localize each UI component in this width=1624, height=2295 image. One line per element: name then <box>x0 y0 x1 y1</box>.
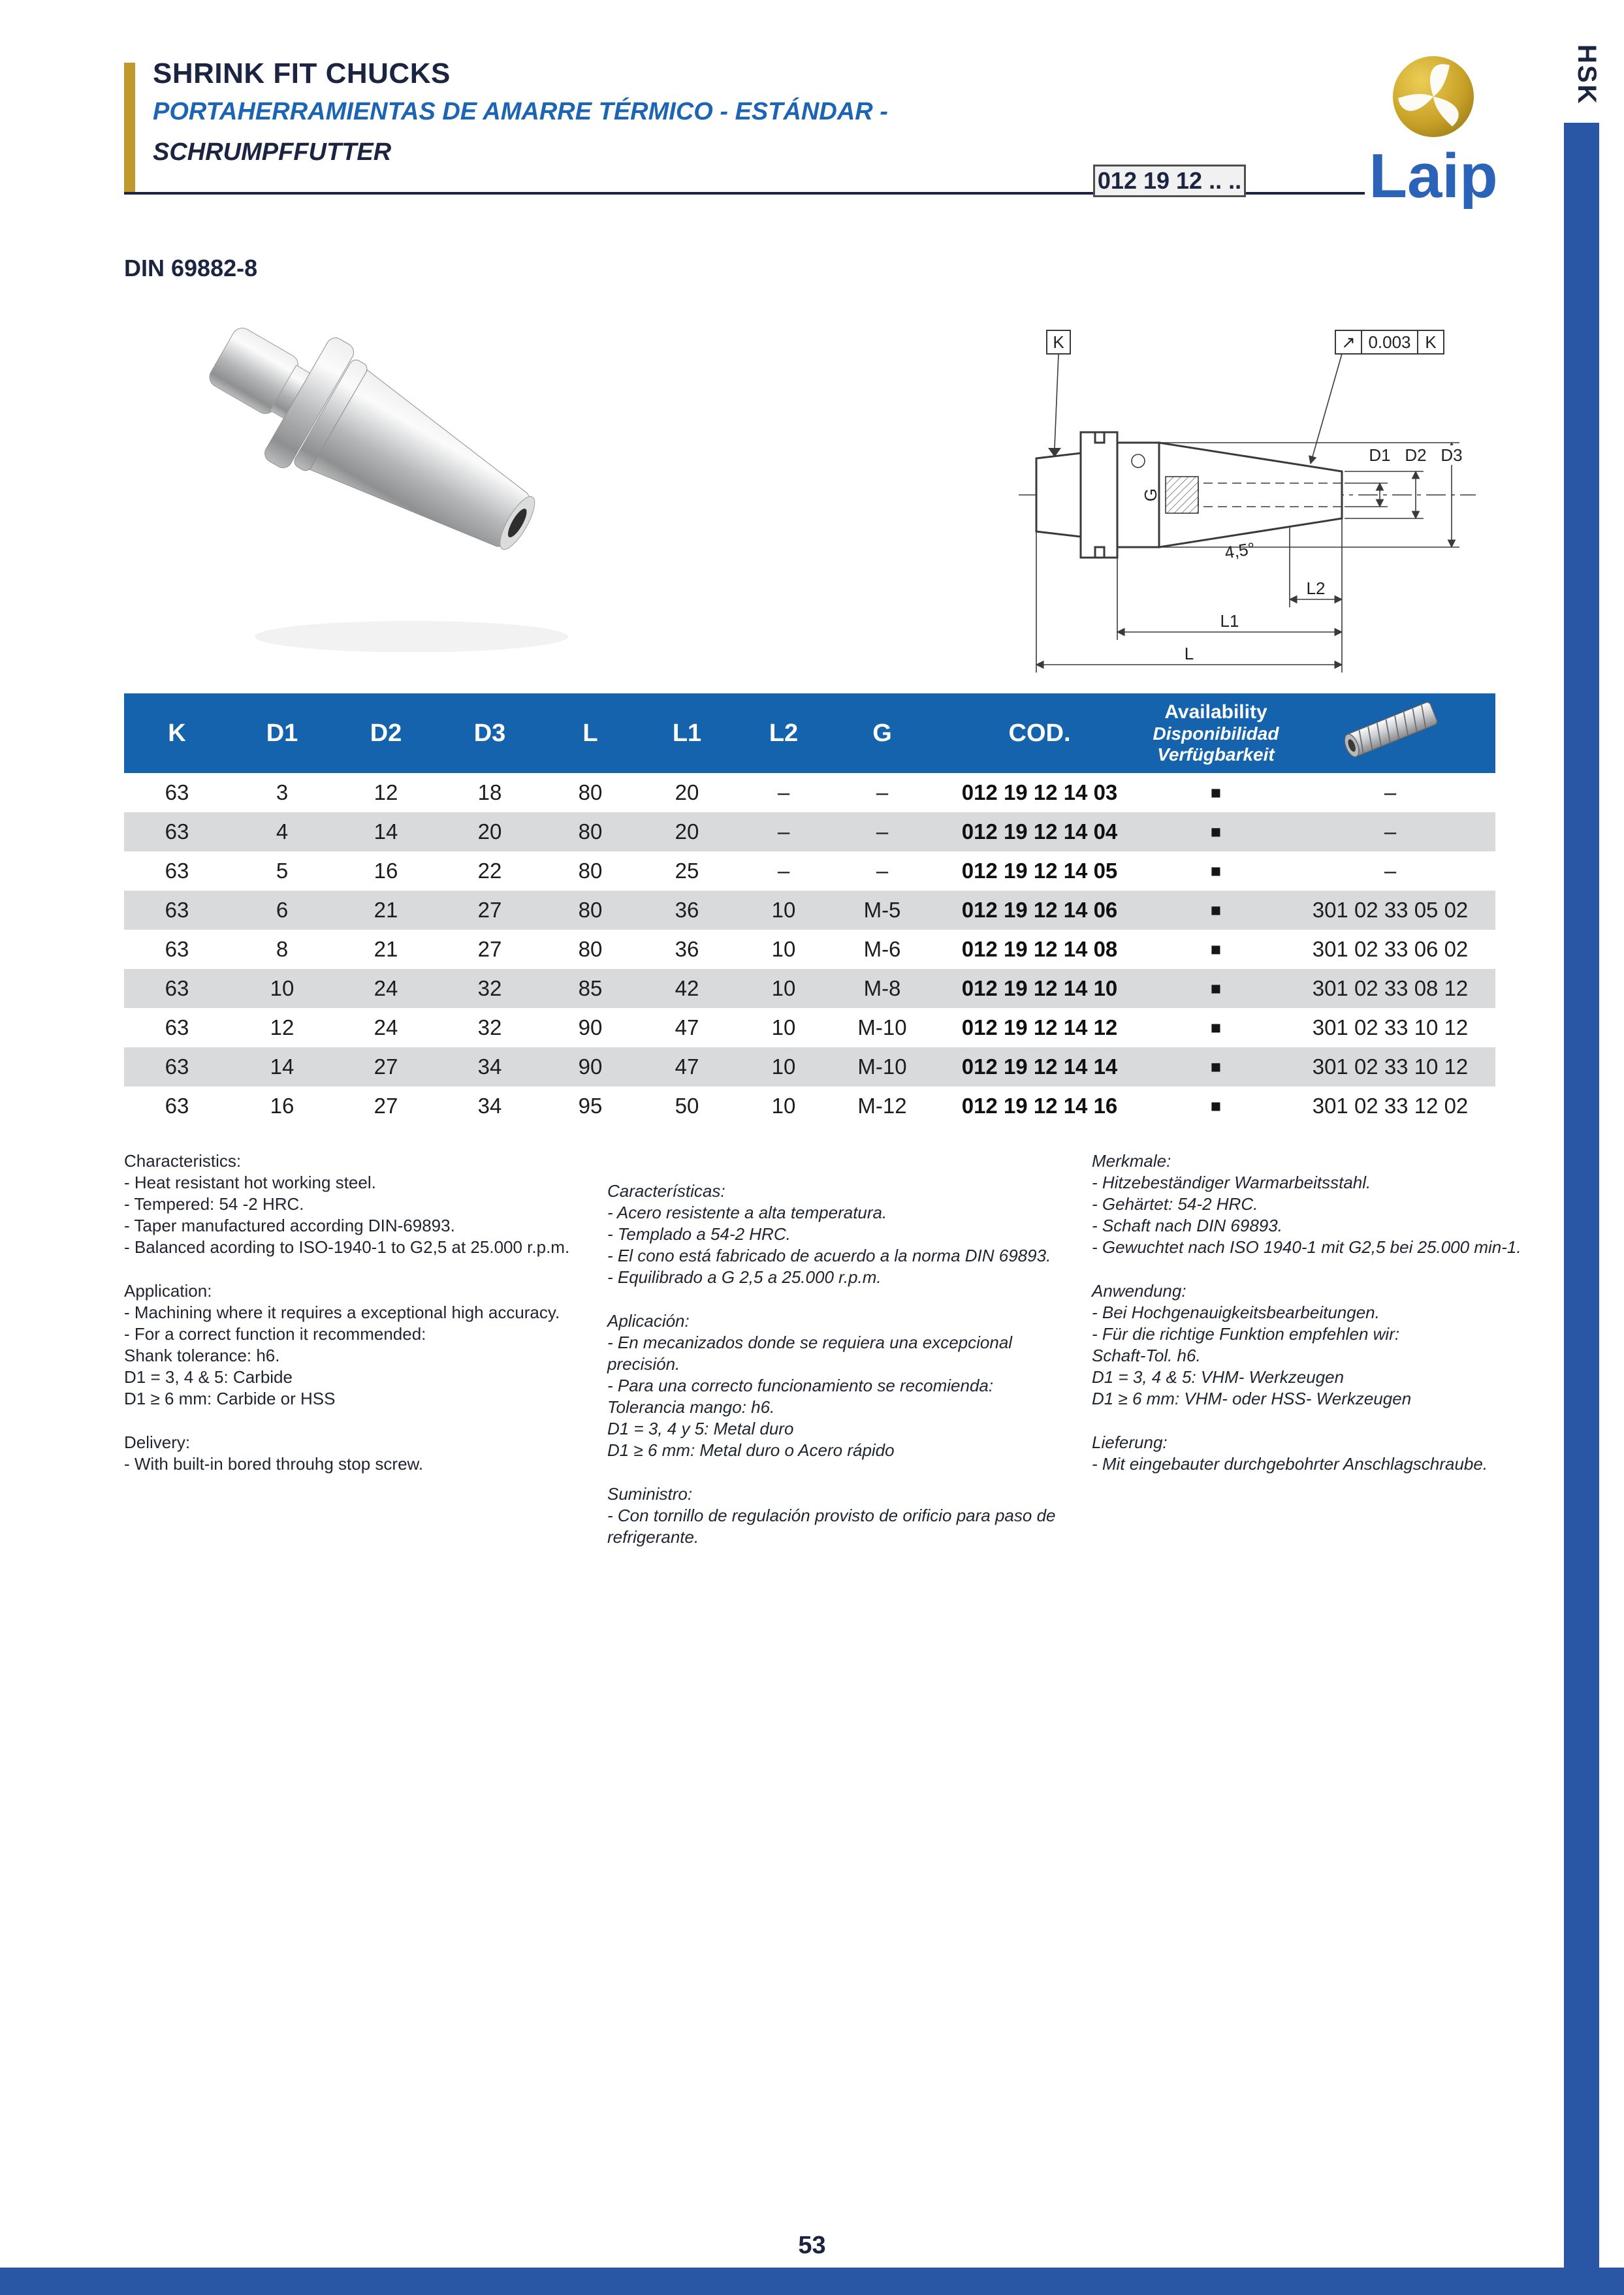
note-line: - Para una correcto funcionamiento se recomienda: <box>607 1376 994 1395</box>
table-cell: 47 <box>675 1054 699 1079</box>
note-line: - For a correct function it recommended: <box>124 1324 426 1344</box>
note-line: Tolerancia mango: h6. <box>607 1397 775 1417</box>
stop-screw-section <box>1166 477 1198 513</box>
table-cell: 27 <box>477 937 502 961</box>
note-title: Lieferung: <box>1092 1432 1168 1452</box>
order-code-box: 012 19 12 .. .. <box>1093 165 1246 197</box>
page-number: 53 <box>798 2232 826 2259</box>
table-body <box>124 773 1495 1126</box>
table-cell: 27 <box>374 1094 398 1118</box>
availability-cell: ■ <box>1210 978 1222 998</box>
table-cell: 24 <box>374 976 398 1000</box>
table-cell: 12 <box>374 780 398 804</box>
table-cell: 012 19 12 14 05 <box>961 859 1118 883</box>
dim-l1-label: L1 <box>1220 611 1239 631</box>
table-cell: 3 <box>276 780 289 804</box>
availability-cell: ■ <box>1210 900 1222 920</box>
table-cell: M-8 <box>863 976 901 1000</box>
table-cell: 6 <box>276 898 289 922</box>
table-row <box>124 851 1495 891</box>
note-line: - Schaft nach DIN 69893. <box>1092 1216 1282 1235</box>
table-cell: 10 <box>771 898 796 922</box>
note-line: - Heat resistant hot working steel. <box>124 1173 376 1192</box>
note-section <box>1092 1432 1549 1475</box>
table-cell: 63 <box>165 819 189 844</box>
runout-tolerance-frame <box>1335 330 1444 354</box>
table-cell: 24 <box>374 1015 398 1039</box>
table-cell: 20 <box>477 819 502 844</box>
page-subtitle-german: SCHRUMPFFUTTER <box>153 138 392 166</box>
note-line: D1 = 3, 4 & 5: Carbide <box>124 1367 293 1387</box>
table-cell: 63 <box>165 780 189 804</box>
table-cell: 36 <box>675 898 699 922</box>
note-title: Delivery: <box>124 1432 191 1452</box>
page-subtitle-spanish: PORTAHERRAMIENTAS DE AMARRE TÉRMICO - ESTÁNDAR - <box>153 98 888 125</box>
table-cell: 10 <box>771 1054 796 1079</box>
col-header-availability <box>1147 693 1285 773</box>
table-cell: 63 <box>165 937 189 961</box>
note-line: D1 = 3, 4 & 5: VHM- Werkzeugen <box>1092 1367 1345 1387</box>
table-cell: 301 02 33 05 02 <box>1312 898 1469 922</box>
availability-de: Verfügbarkeit <box>1157 744 1275 765</box>
runout-value: 0.003 <box>1368 332 1411 352</box>
note-title: Aplicación: <box>607 1311 690 1331</box>
table-cell: – <box>1384 819 1397 844</box>
note-section <box>607 1483 1084 1548</box>
note-line: - Mit eingebauter durchgebohrter Anschlagschraube. <box>1092 1454 1488 1474</box>
note-line: D1 ≥ 6 mm: Carbide or HSS <box>124 1389 336 1408</box>
table-cell: 47 <box>675 1015 699 1039</box>
col-header-d2: D2 <box>334 693 438 773</box>
table-cell: 14 <box>270 1054 295 1079</box>
table-cell: 012 19 12 14 08 <box>961 937 1118 961</box>
table-cell: 95 <box>578 1094 603 1118</box>
table-cell: 25 <box>675 859 699 883</box>
table-cell: 63 <box>165 1015 189 1039</box>
note-section <box>607 1310 1084 1461</box>
table-cell: 012 19 12 14 04 <box>961 819 1118 844</box>
availability-cell: ■ <box>1210 1096 1222 1116</box>
table-cell: 36 <box>675 937 699 961</box>
table-cell: 10 <box>771 976 796 1000</box>
brand-ball-icon <box>1360 50 1507 209</box>
availability-cell: ■ <box>1210 821 1222 842</box>
table-cell: 80 <box>578 859 603 883</box>
table-cell: 32 <box>477 976 502 1000</box>
product-photo <box>189 297 620 676</box>
table-cell: 012 19 12 14 10 <box>961 976 1118 1000</box>
note-line: - Gewuchtet nach ISO 1940-1 mit G2,5 bei 25.000 min-1. <box>1092 1237 1521 1257</box>
table-row <box>124 773 1495 812</box>
table-cell: 12 <box>270 1015 295 1039</box>
technical-drawing <box>885 293 1499 710</box>
table-cell: 301 02 33 10 12 <box>1312 1054 1469 1079</box>
note-line: D1 = 3, 4 y 5: Metal duro <box>607 1419 794 1438</box>
note-line: - Machining where it requires a exceptional high accuracy. <box>124 1303 560 1322</box>
table-cell: 012 19 12 14 06 <box>961 898 1118 922</box>
section-tab-hsk: HSK <box>1572 44 1601 106</box>
table-cell: – <box>876 819 889 844</box>
note-title: Application: <box>124 1281 212 1301</box>
table-cell: M-5 <box>863 898 901 922</box>
table-cell: 27 <box>477 898 502 922</box>
note-line: - Templado a 54-2 HRC. <box>607 1224 791 1244</box>
table-cell: 012 19 12 14 16 <box>961 1094 1118 1118</box>
note-section <box>124 1150 594 1258</box>
table-cell: 20 <box>675 780 699 804</box>
table-cell: 63 <box>165 976 189 1000</box>
laip-logo <box>1360 50 1507 209</box>
gold-accent-bar <box>124 63 135 193</box>
table-cell: 90 <box>578 1054 603 1079</box>
note-line: - Bei Hochgenauigkeitsbearbeitungen. <box>1092 1303 1380 1322</box>
table-cell: 301 02 33 12 02 <box>1312 1094 1469 1118</box>
table-row <box>124 812 1495 851</box>
table-cell: – <box>1384 859 1397 883</box>
col-header-k: K <box>124 693 230 773</box>
table-cell: 301 02 33 06 02 <box>1312 937 1469 961</box>
table-cell: 5 <box>276 859 289 883</box>
table-row <box>124 969 1495 1008</box>
table-cell: 4 <box>276 819 289 844</box>
note-section <box>607 1180 1084 1288</box>
right-accent-bar <box>1564 123 1599 2268</box>
table-row <box>124 1086 1495 1126</box>
page-title: SHRINK FIT CHUCKS <box>153 57 451 89</box>
notes-english <box>124 1150 594 1497</box>
notes-spanish <box>607 1150 1084 1570</box>
brand-wordmark: Laip <box>1369 141 1498 209</box>
availability-cell: ■ <box>1210 1056 1222 1077</box>
col-header-d3: D3 <box>438 693 542 773</box>
table-cell: 27 <box>374 1054 398 1079</box>
note-line: - El cono está fabricado de acuerdo a la norma DIN 69893. <box>607 1246 1051 1265</box>
table-cell: – <box>777 780 790 804</box>
table-cell: 012 19 12 14 12 <box>961 1015 1118 1039</box>
table-row <box>124 930 1495 969</box>
col-header-g: G <box>832 693 932 773</box>
table-cell: M-10 <box>857 1054 907 1079</box>
table-cell: 63 <box>165 859 189 883</box>
col-header-l: L <box>542 693 639 773</box>
dim-d1-label: D1 <box>1369 445 1391 465</box>
availability-cell: ■ <box>1210 782 1222 802</box>
note-line: - Für die richtige Funktion empfehlen wir: <box>1092 1324 1400 1344</box>
table-cell: 10 <box>771 1094 796 1118</box>
notes-german <box>1092 1150 1549 1497</box>
table-cell: 10 <box>771 1015 796 1039</box>
table-cell: 80 <box>578 937 603 961</box>
note-title: Characteristics: <box>124 1151 242 1171</box>
note-line: Schaft-Tol. h6. <box>1092 1346 1201 1365</box>
table-cell: 21 <box>374 898 398 922</box>
table-cell: 80 <box>578 780 603 804</box>
table-cell: 42 <box>675 976 699 1000</box>
datum-label: K <box>1053 332 1064 352</box>
note-line: - Balanced acording to ISO-1940-1 to G2,5 at 25.000 r.p.m. <box>124 1237 570 1257</box>
note-section <box>124 1432 594 1475</box>
note-section <box>124 1280 594 1410</box>
note-title: Anwendung: <box>1092 1281 1186 1301</box>
table-cell: 16 <box>374 859 398 883</box>
table-cell: 50 <box>675 1094 699 1118</box>
note-line: - Hitzebeständiger Warmarbeitsstahl. <box>1092 1173 1371 1192</box>
runout-icon: ↗ <box>1341 332 1356 352</box>
table-cell: 20 <box>675 819 699 844</box>
footer-accent-bar <box>0 2268 1624 2295</box>
table-cell: 21 <box>374 937 398 961</box>
runout-datum: K <box>1425 332 1437 352</box>
table-cell: 18 <box>477 780 502 804</box>
availability-cell: ■ <box>1210 861 1222 881</box>
note-line: - Tempered: 54 -2 HRC. <box>124 1194 304 1214</box>
note-line: - Acero resistente a alta temperatura. <box>607 1203 887 1222</box>
dim-d3-label: D3 <box>1441 445 1463 465</box>
col-header-l1: L1 <box>639 693 735 773</box>
table-cell: 8 <box>276 937 289 961</box>
col-header-screw <box>1285 693 1495 773</box>
note-line: D1 ≥ 6 mm: Metal duro o Acero rápido <box>607 1440 895 1460</box>
table-header-row <box>124 693 1495 773</box>
table-cell: 80 <box>578 819 603 844</box>
note-title: Suministro: <box>607 1484 693 1504</box>
table-cell: 63 <box>165 1054 189 1079</box>
col-header-cod: COD. <box>932 693 1147 773</box>
table-cell: 63 <box>165 898 189 922</box>
table-cell: – <box>777 819 790 844</box>
set-screw-icon <box>1325 700 1456 760</box>
shrink-chuck-photo <box>189 297 620 676</box>
table-cell: 32 <box>477 1015 502 1039</box>
col-header-d1: D1 <box>230 693 334 773</box>
note-line: - Equilibrado a G 2,5 a 25.000 r.p.m. <box>607 1267 882 1287</box>
note-title: Merkmale: <box>1092 1151 1171 1171</box>
note-line: - Con tornillo de regulación provisto de orificio para paso de refrigerante. <box>607 1506 1056 1547</box>
table-row <box>124 1047 1495 1086</box>
availability-es: Disponibilidad <box>1153 723 1279 744</box>
table-cell: 012 19 12 14 14 <box>961 1054 1118 1079</box>
din-standard: DIN 69882-8 <box>124 255 258 281</box>
table-cell: 14 <box>374 819 398 844</box>
table-cell: – <box>777 859 790 883</box>
table-cell: 16 <box>270 1094 295 1118</box>
table-cell: 301 02 33 10 12 <box>1312 1015 1469 1039</box>
note-line: Shank tolerance: h6. <box>124 1346 280 1365</box>
dim-l-label: L <box>1184 644 1194 663</box>
angle-label: 4,5° <box>1223 538 1256 563</box>
table-cell: 85 <box>578 976 603 1000</box>
table-cell: 10 <box>270 976 295 1000</box>
table-cell: – <box>876 859 889 883</box>
note-section <box>1092 1150 1549 1258</box>
table-cell: – <box>1384 780 1397 804</box>
table-cell: – <box>876 780 889 804</box>
note-section <box>1092 1280 1549 1410</box>
availability-cell: ■ <box>1210 1017 1222 1037</box>
table-cell: M-12 <box>857 1094 907 1118</box>
table-cell: 22 <box>477 859 502 883</box>
dim-g-label: G <box>1141 488 1160 502</box>
dimensions-table <box>124 693 1495 1126</box>
note-line: - Taper manufactured according DIN-69893. <box>124 1216 455 1235</box>
dim-d2-label: D2 <box>1405 445 1427 465</box>
note-line: - With built-in bored throuhg stop screw. <box>124 1454 424 1474</box>
dim-l2-label: L2 <box>1306 578 1326 598</box>
note-line: - Gehärtet: 54-2 HRC. <box>1092 1194 1258 1214</box>
table-row <box>124 891 1495 930</box>
col-header-l2: L2 <box>735 693 832 773</box>
table-cell: 63 <box>165 1094 189 1118</box>
table-cell: 80 <box>578 898 603 922</box>
table-cell: 10 <box>771 937 796 961</box>
table-cell: 34 <box>477 1094 502 1118</box>
table-row <box>124 1008 1495 1047</box>
table-cell: 34 <box>477 1054 502 1079</box>
table-cell: 90 <box>578 1015 603 1039</box>
table-cell: 301 02 33 08 12 <box>1312 976 1469 1000</box>
table-cell: 012 19 12 14 03 <box>961 780 1118 804</box>
note-line: D1 ≥ 6 mm: VHM- oder HSS- Werkzeugen <box>1092 1389 1412 1408</box>
table-cell: M-10 <box>857 1015 907 1039</box>
table-cell: M-6 <box>863 937 901 961</box>
note-line: - En mecanizados donde se requiera una excepcional precisión. <box>607 1333 1013 1374</box>
availability-en: Availability <box>1164 701 1267 723</box>
note-title: Características: <box>607 1181 725 1201</box>
availability-cell: ■ <box>1210 939 1222 959</box>
